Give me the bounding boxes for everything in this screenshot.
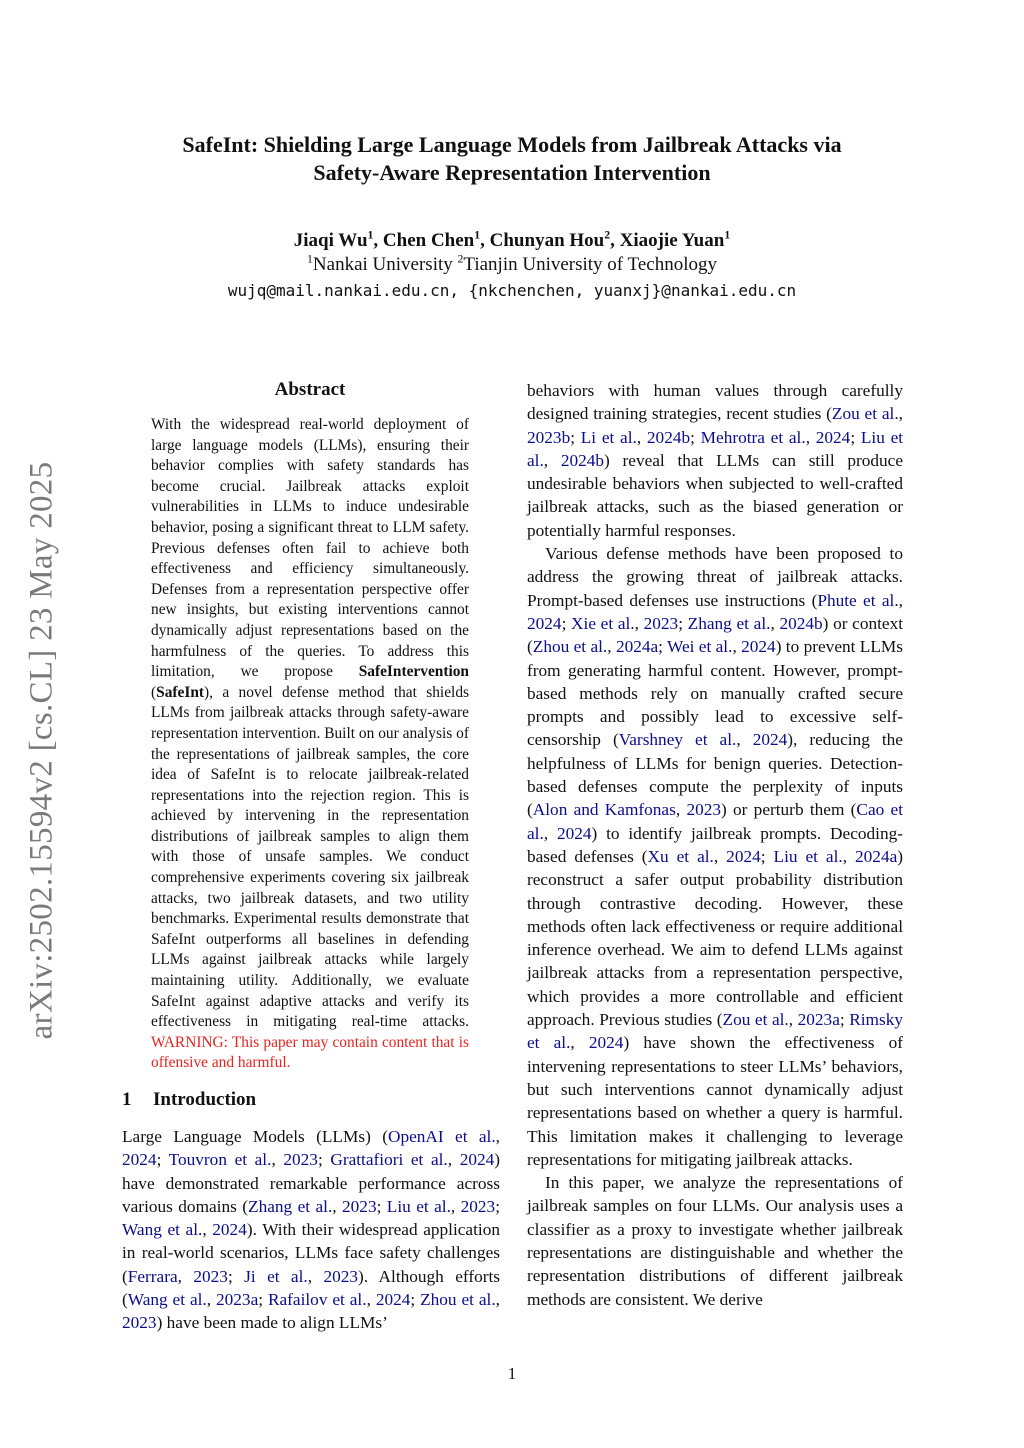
citation-link[interactable]: 2024 <box>741 637 776 657</box>
text-run: , <box>770 613 780 633</box>
page-number: 1 <box>507 1364 517 1383</box>
citation-link[interactable]: Mehrotra et al. <box>700 427 806 447</box>
text-run: , <box>307 1266 324 1286</box>
text-run: ; <box>658 637 668 657</box>
affiliation-name: Tianjin University of Technology <box>463 254 717 275</box>
text-run: ) have demonstrated remarkable performance across various domains ( <box>122 1150 501 1216</box>
citation-link[interactable]: Zou et al. <box>831 404 899 424</box>
text-run: ) or context ( <box>527 613 904 657</box>
affiliation-list <box>112 253 912 277</box>
citation-link[interactable]: Alon and Kamfonas <box>532 800 676 820</box>
affiliation-name: Nankai University <box>312 254 458 275</box>
citation-link[interactable]: 2023a <box>797 1010 840 1030</box>
citation-link[interactable]: 2024 <box>726 846 761 866</box>
citation-link[interactable]: Xie et al. <box>571 613 635 633</box>
text-run: ) reveal that LLMs can still produce undesirable behaviors when subjected to well-crafted jailbreak attacks, such as the biased generation or potentially harmful responses. <box>527 450 904 540</box>
text-run: , <box>736 730 753 750</box>
text-run: , <box>788 1010 798 1030</box>
text-run: , <box>607 637 616 657</box>
author-separator: , <box>610 230 620 251</box>
text-run: ; <box>410 1290 421 1310</box>
citation-link[interactable]: Zhou et al. <box>532 637 608 657</box>
citation-link[interactable]: 2024 <box>556 823 592 843</box>
author-affiliation-mark: 1 <box>474 228 481 242</box>
text-run: , <box>495 1290 500 1310</box>
text-run: ) have shown the effectiveness of intervening representations to steer LLMs’ behaviors, but such interventions cannot dynamically adjust representations based on whether a query is harmful. This limitation makes it challenging to leverage representations for mitigating jailbreak attacks. <box>527 1033 904 1169</box>
arxiv-stamp <box>10 438 74 1062</box>
text-run: , <box>634 613 644 633</box>
citation-link[interactable]: Rimsky et al. <box>527 1010 903 1053</box>
citation-link[interactable]: Zhou et al. <box>420 1290 496 1310</box>
intro-paragraph <box>527 379 903 542</box>
citation-link[interactable]: Rafailov et al. <box>267 1290 367 1310</box>
author-separator: , <box>480 230 490 251</box>
text-run: ; <box>156 1150 169 1170</box>
citation-link[interactable]: Ji et al. <box>244 1266 308 1286</box>
paper-title <box>112 131 912 187</box>
citation-link[interactable]: Zhang et al. <box>687 613 771 633</box>
citation-link[interactable]: 2023 <box>342 1196 377 1216</box>
abstract-method-name: SafeIntervention <box>358 663 469 681</box>
citation-link[interactable]: 2023 <box>122 1313 157 1333</box>
citation-link[interactable]: 2024b <box>779 613 823 633</box>
author-name: Chunyan Hou <box>489 230 605 251</box>
citation-link[interactable]: 2024 <box>815 427 851 447</box>
text-run: , <box>450 1196 461 1216</box>
text-run: ; <box>376 1196 387 1216</box>
citation-link[interactable]: 2023 <box>686 800 721 820</box>
text-run: ) have been made to align LLMs’ <box>156 1313 388 1333</box>
text-run: , <box>713 846 727 866</box>
text-run: , <box>332 1196 343 1216</box>
citation-link[interactable]: Zou et al. <box>722 1010 789 1030</box>
text-run: , <box>636 427 647 447</box>
citation-link[interactable]: 2023 <box>283 1150 318 1170</box>
abstract-text-1: With the widespread real-world deployment of large language models (LLMs), ensuring their behavior complies with safety standards has become crucial. Jailbreak attacks exploit vulnerabilities in LLMs to induce undesirable behavior, posing a significant threat to LLM safety. Previous defenses often fail to achieve both effectiveness and efficiency simultaneously. Defenses from a representation perspective offer new insights, but existing interventions cannot dynamically adjust representations based on the harmfulness of the queries. To address this limitation, we propose <box>151 416 469 681</box>
text-run: behaviors with human values through carefully designed training strategies, recent studies ( <box>527 381 903 424</box>
author-affiliation-mark: 1 <box>367 228 374 242</box>
citation-link[interactable]: 2024 <box>375 1290 411 1310</box>
text-run: ; <box>839 1010 850 1030</box>
text-run: , <box>366 1290 376 1310</box>
text-run: , <box>543 450 561 470</box>
citation-link[interactable]: 2023 <box>323 1266 359 1286</box>
section-number: 1 <box>122 1089 132 1110</box>
text-run: ; <box>678 613 688 633</box>
citation-link[interactable]: OpenAI et al. <box>387 1127 496 1146</box>
right-column-text <box>527 379 903 1311</box>
author-separator: , <box>373 230 383 251</box>
citation-link[interactable]: 2024 <box>212 1220 247 1240</box>
text-run: , <box>898 590 903 610</box>
section-heading-introduction <box>122 1088 502 1112</box>
text-run: ; <box>495 1196 500 1216</box>
author-emails: wujq@mail.nankai.edu.cn, {nkchenchen, yuanxj}@nankai.edu.cn <box>227 281 797 300</box>
text-run: ; <box>317 1150 331 1170</box>
text-run: ; <box>561 613 572 633</box>
citation-link[interactable]: Wang et al. <box>122 1220 203 1240</box>
citation-link[interactable]: Cao et al. <box>527 800 903 843</box>
affiliation-mark: 1 <box>307 252 313 266</box>
author-name: Xiaojie Yuan <box>619 230 725 251</box>
abstract-body <box>151 415 469 1074</box>
text-run: , <box>732 637 742 657</box>
citation-link[interactable]: 2023 <box>460 1196 496 1216</box>
text-run: , <box>842 846 856 866</box>
citation-link[interactable]: 2024a <box>615 637 659 657</box>
citation-link[interactable]: Liu et al. <box>527 427 904 470</box>
citation-link[interactable]: 2023 <box>643 613 679 633</box>
intro-paragraph <box>527 542 903 1171</box>
citation-link[interactable]: 2024 <box>459 1150 495 1170</box>
abstract-text-2: ), a novel defense method that shields LLMs from jailbreak attacks through safety-aware representation intervention. Built on our analysis of the representations of jailbreak samples, the core idea of SafeInt is to relocate jailbreak-related representations into the rejection region. This is achieved by intervening in the representation distributions of jailbreak samples to align them with those of unsafe samples. We conduct comprehensive experiments covering six jailbreak attacks, two jailbreak datasets, and two utility benchmarks. Experimental results demonstrate that SafeInt outperforms all baselines in defending LLMs against jailbreak attacks while largely maintaining utility. Additionally, we evaluate SafeInt against adaptive attacks and verify its effectiveness in mitigating real-time attacks. <box>151 683 469 1031</box>
citation-link[interactable]: Varshney et al. <box>618 730 737 750</box>
citation-link[interactable]: Ferrara <box>127 1266 178 1286</box>
title-line-2: Safety-Aware Representation Intervention <box>313 160 711 185</box>
title-line-1: SafeInt: Shielding Large Language Models from Jailbreak Attacks via <box>182 132 842 157</box>
citation-link[interactable]: 2024 <box>527 613 562 633</box>
citation-link[interactable]: Liu et al. <box>773 846 843 866</box>
author-affiliation-mark: 2 <box>604 228 611 242</box>
citation-link[interactable]: Wang et al. <box>127 1290 207 1310</box>
arxiv-stamp-text: arXiv:2502.15594v2 [cs.CL] 23 May 2025 <box>23 461 60 1039</box>
text-run: , <box>898 404 903 424</box>
text-run: , <box>206 1290 216 1310</box>
text-run: , <box>177 1266 194 1286</box>
text-run: ; <box>570 427 581 447</box>
text-run: ). With their widespread application in real-world scenarios, LLMs face safety challenges ( <box>122 1220 500 1286</box>
citation-link[interactable]: 2024 <box>588 1033 624 1053</box>
citation-link[interactable]: 2023b <box>527 427 571 447</box>
text-run: ; <box>258 1290 268 1310</box>
text-run: , <box>805 427 816 447</box>
section-title: Introduction <box>153 1089 257 1110</box>
text-run: ; <box>690 427 701 447</box>
abstract-paren: ( <box>151 683 157 701</box>
content-warning: WARNING: This paper may contain content that is offensive and harmful. <box>151 1033 469 1072</box>
intro-paragraph-left <box>122 1125 500 1335</box>
citation-link[interactable]: 2024b <box>646 427 691 447</box>
text-run: , <box>447 1150 460 1170</box>
text-run: , <box>570 1033 589 1053</box>
text-run: ) reconstruct a safer output probability distribution through contrastive decoding. However, these methods often lack effectiveness or require additional inference overhead. We aim to defend LLMs against jailbreak attacks from a representation perspective, which provides a more controllable and efficient approach. Previous studies ( <box>527 846 904 1030</box>
citation-link[interactable]: 2024 <box>122 1150 157 1170</box>
citation-link[interactable]: Zhang et al. <box>248 1196 333 1216</box>
text-run: ) or perturb them ( <box>721 800 857 820</box>
text-run: , <box>675 800 687 820</box>
author-name: Chen Chen <box>382 230 475 251</box>
citation-link[interactable]: Touvron et al. <box>168 1150 272 1170</box>
citation-link[interactable]: Grattafiori et al. <box>330 1150 448 1170</box>
intro-paragraph <box>527 1171 903 1311</box>
text-run: Large Language Models (LLMs) ( <box>122 1127 388 1146</box>
citation-link[interactable]: 2024b <box>560 450 605 470</box>
text-run: ; <box>227 1266 245 1286</box>
text-run: , <box>543 823 557 843</box>
citation-link[interactable]: 2023a <box>216 1290 259 1310</box>
citation-link[interactable]: 2024a <box>855 846 898 866</box>
affiliation-mark: 2 <box>457 252 464 266</box>
author-affiliation-mark: 1 <box>724 228 731 242</box>
abstract-method-abbrev: SafeInt <box>156 683 205 701</box>
text-run: ) to identify jailbreak prompts. Decoding-based defenses ( <box>527 823 903 866</box>
citation-link[interactable]: Li et al. <box>580 427 637 447</box>
author-name: Jiaqi Wu <box>293 230 368 251</box>
citation-link[interactable]: Phute et al. <box>817 590 899 610</box>
text-run: ), reducing the helpfulness of LLMs for benign queries. Detection-based defenses compute the perplexity of inputs ( <box>527 730 903 820</box>
text-run: , <box>495 1127 500 1146</box>
text-run: ) to prevent LLMs from generating harmful content. However, prompt-based methods rely on manually crafted secure prompts and possibly lead to excessive self-censorship ( <box>527 637 904 750</box>
text-run: In this paper, we analyze the representations of jailbreak samples on four LLMs. Our analysis uses a classifier as a proxy to investigate whether jailbreak representations are distinguishable and whether the representation distributions of different jailbreak methods are consistent. We derive <box>527 1173 903 1309</box>
text-run: ; <box>850 427 861 447</box>
text-run: , <box>202 1220 213 1240</box>
text-run: , <box>271 1150 284 1170</box>
author-list <box>112 229 912 253</box>
text-run: ). Although efforts ( <box>122 1266 501 1310</box>
text-run: ; <box>760 846 774 866</box>
citation-link[interactable]: Xu et al. <box>647 846 714 866</box>
text-run: Various defense methods have been proposed to address the growing threat of jailbreak attacks. Prompt-based defenses use instructions ( <box>527 544 903 610</box>
citation-link[interactable]: 2023 <box>193 1266 228 1286</box>
citation-link[interactable]: Wei et al. <box>667 637 733 657</box>
citation-link[interactable]: 2024 <box>752 730 788 750</box>
citation-link[interactable]: Liu et al. <box>386 1196 451 1216</box>
abstract-heading: Abstract <box>274 379 346 400</box>
